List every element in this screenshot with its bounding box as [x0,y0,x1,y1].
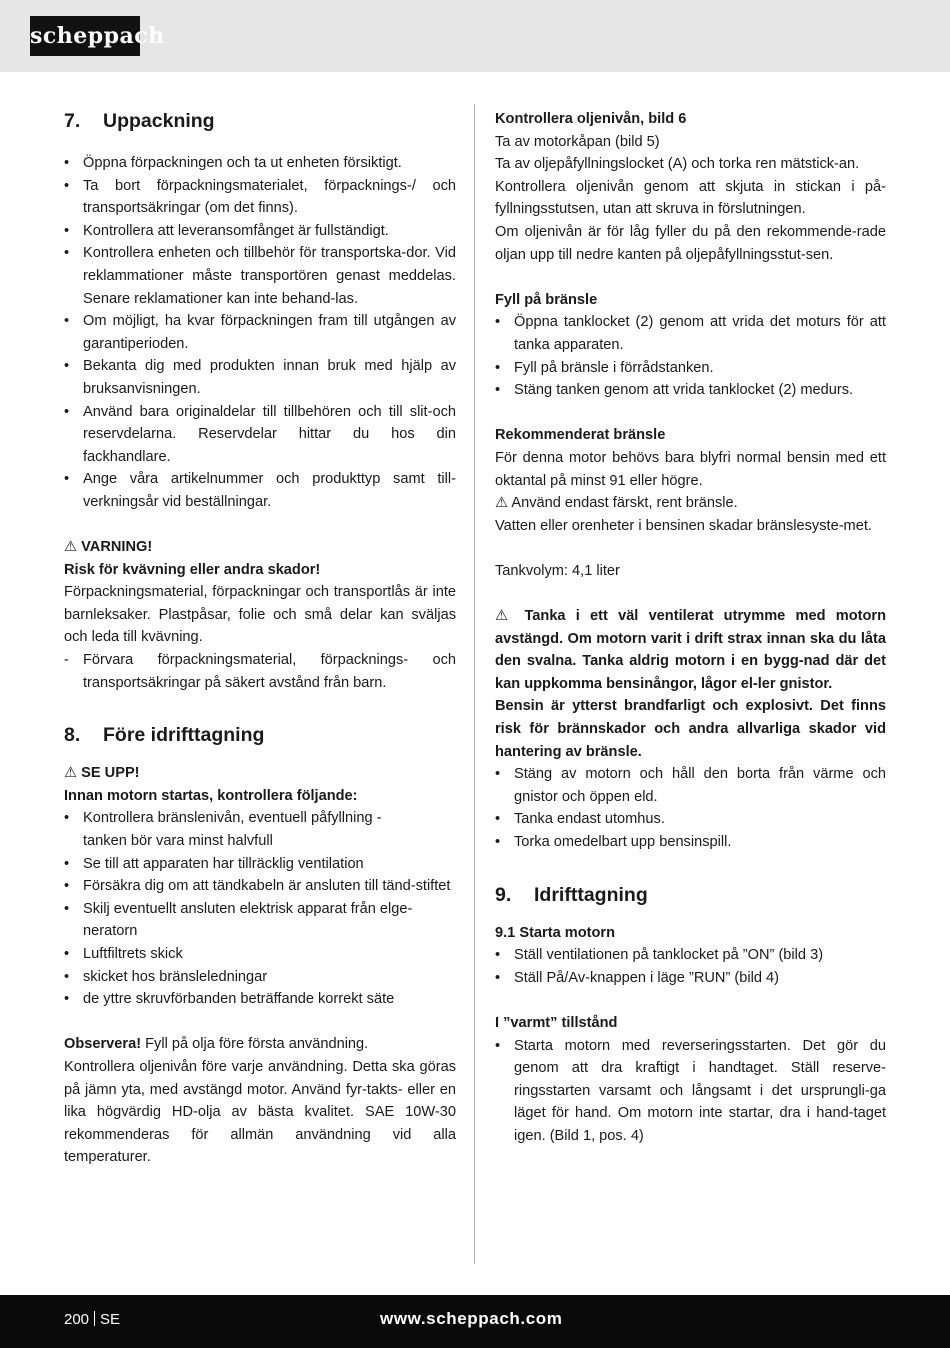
list-item: - Förvara förpackningsmaterial, förpacknings- och transportsäkringar på säkert avstånd från barn. [64,649,456,694]
warning-icon: ⚠ [64,539,78,556]
warning-icon: ⚠ [495,495,509,512]
list-item: • skicket hos bränsleledningar [64,966,456,989]
warm-state-heading: I ”varmt” tillstånd [495,1014,618,1031]
impurities-text: Vatten eller orenheter i bensinen skadar bränslesyste-met. [495,517,872,534]
list-item: • Ange våra artikelnummer och produkttyp samt till-verkningsår vid beställningar. [64,468,456,513]
header-bar [0,0,950,72]
list-item: • Stäng tanken genom att vrida tanklocket (2) medurs. [495,379,886,402]
list-item: • Om möjligt, ha kvar förpackningen fram till utgången av garantiperioden. [64,310,456,355]
left-column [64,108,456,1169]
list-item: • Stäng av motorn och håll den borta från värme och gnistor och öppen eld. [495,763,886,808]
refuel-list [495,311,886,401]
pre-start-intro: Innan motorn startas, kontrollera följande: [64,787,358,804]
warning-heading: ⚠ VARNING! [64,539,153,556]
list-item: • Kontrollera enheten och tillbehör för transportska-dor. Vid reklammationer måste transportören genast meddelas. Senare reklamationer kan inte behand-las. [64,242,456,310]
oil-check-line: Om oljenivån är för låg fyller du på den rekommende-rade oljan upp till nedre kanten på oljepåfyllningsstut-sen. [495,223,886,263]
scheppach-logo: scheppach [30,16,140,56]
start-engine-list [495,944,886,989]
column-divider [474,104,475,1264]
caution-heading: ⚠ SE UPP! [64,765,140,782]
list-item: • Kontrollera bränslenivån, eventuell påfyllning - tanken bör vara minst halvfull [64,807,413,852]
warning-dash-list [64,649,456,694]
list-item: • Använd bara originaldelar till tillbehören och till slit-och reservdelarna. Reservdelar hittar du hos din fackhandlare. [64,401,456,469]
refuel-heading: Fyll på bränsle [495,291,598,308]
tank-volume: Tankvolym: 4,1 liter [495,562,620,579]
warm-state-list [495,1035,886,1148]
observe-body: Kontrollera oljenivån före varje användning. Detta ska göras på jämn yta, med avstängd motor. Använd fyr-takts- eller en lika högvärdig HD-olja av bästa kvalitet. SAE 10W-30 rekommenderas för allmän användning vid alla temperaturer. [64,1058,456,1166]
recommended-fuel-heading: Rekommenderat bränsle [495,427,666,444]
list-item: • Bekanta dig med produkten innan bruk med hjälp av bruksanvisningen. [64,355,456,400]
list-item: • Se till att apparaten har tillräcklig ventilation [64,853,456,876]
page-number: 200 SE [64,1311,121,1328]
fuel-safety-list [495,763,886,853]
list-item: • Kontrollera att leveransomfånget är fullständigt. [64,220,456,243]
recommended-fuel-text: För denna motor behövs bara blyfri normal bensin med ett oktantal på minst 91 eller högre. [495,449,886,489]
list-item: • Fyll på bränsle i förrådstanken. [495,357,886,380]
unpacking-list [64,152,456,514]
flammable-warning: Bensin är ytterst brandfarligt och explosivt. Det finns risk för brännskador och andra allvarliga skador vid hantering av bränsle. [495,698,886,760]
oil-check-line: Ta av oljepåfyllningslocket (A) och torka ren mätstick-an. [495,156,860,173]
observe-line: Observera! Fyll på olja före första användning. [64,1036,369,1053]
website-link[interactable]: www.scheppach.com [380,1309,563,1328]
footer-bar [0,1295,950,1348]
oil-check-line: Kontrollera oljenivån genom att skjuta in stickan i på-fyllningsstutsen, utan att skruva in förslutningen. [495,178,886,218]
list-item: • Öppna förpackningen och ta ut enheten försiktigt. [64,152,456,175]
section-7-heading: 7. Uppackning [64,110,215,132]
warning-subtitle: Risk för kvävning eller andra skador! [64,561,321,578]
list-item: • Skilj eventuellt ansluten elektrisk apparat från elge-neratorn [64,898,456,943]
refuel-danger-text: ⚠ Tanka i ett väl ventilerat utrymme med motorn avstängd. Om motorn varit i drift strax innan ska du låta den svalna. Tanka aldrig motorn i en bygg-nad där det kan uppkomma bensinångor, lågor el-ler gnistor. [495,608,886,692]
warning-icon: ⚠ [495,608,515,625]
pre-start-checklist [64,807,456,1010]
list-item: • Ta bort förpackningsmaterialet, förpacknings-/ och transportsäkringar (om det finns). [64,175,456,220]
fresh-fuel-note: ⚠ Använd endast färskt, rent bränsle. [495,495,738,512]
section-8-heading: 8. Före idrifttagning [64,724,265,747]
section-9-heading: 9. Idrifttagning [495,883,648,906]
list-item: • Tanka endast utomhus. [495,808,886,831]
list-item: • de yttre skruvförbanden beträffande korrekt säte [64,988,456,1011]
list-item: • Starta motorn med reverseringsstarten. Det gör du genom att dra kraftigt i handtaget. Ställ reserve-ringsstarten varsamt och långsamt i det ursprungli-ga läget för hand. Om motorn inte startar, dra i hand-taget igen. (Bild 1, pos. 4) [495,1035,886,1148]
caution-icon: ⚠ [64,765,78,782]
list-item: • Ställ ventilationen på tanklocket på ”ON” (bild 3) [495,944,886,967]
warning-text: Förpackningsmaterial, förpackningar och transportlås är inte barnleksaker. Plastpåsar, folie och små delar kan sväljas och leda till kvävning. [64,584,456,646]
oil-check-heading: Kontrollera oljenivån, bild 6 [495,111,687,127]
list-item: • Öppna tanklocket (2) genom att vrida det moturs för att tanka apparaten. [495,311,886,356]
list-item: • Försäkra dig om att tändkabeln är ansluten till tänd-stiftet [64,875,456,898]
oil-check-line: Ta av motorkåpan (bild 5) [495,133,660,150]
list-item: • Luftfiltrets skick [64,943,456,966]
list-item: • Torka omedelbart upp bensinspill. [495,831,886,854]
start-engine-heading: 9.1 Starta motorn [495,924,616,941]
right-column [495,108,886,1148]
list-item: • Ställ På/Av-knappen i läge ”RUN” (bild 4) [495,967,886,990]
